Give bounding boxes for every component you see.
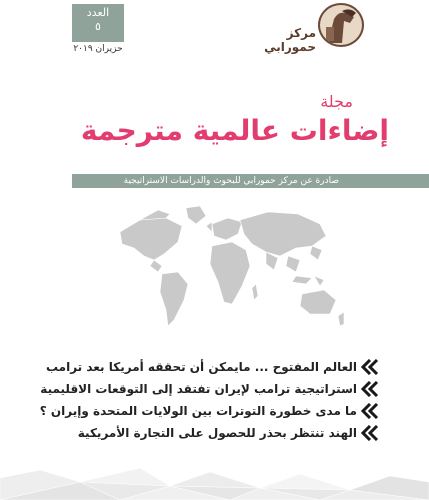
double-chevron-icon [361,425,379,441]
issue-label: العدد [86,6,110,19]
headline-text: العالم المفتوح ... مايمكن أن تحققه أمريكا بعد ترامب [45,360,357,374]
headline-text: الهند تنتظر بحذر للحصول على التجارة الأمريكية [77,426,357,440]
headline-item[interactable] [39,400,379,422]
headline-item[interactable] [79,422,379,444]
issue-box [72,4,124,42]
headline-text: استراتيجية ترامب لإيران تفتقد إلى التوقعات الاقليمية [40,382,357,396]
decorative-footer-shape [0,452,429,500]
headline-item[interactable] [40,378,379,400]
magazine-label: مجلة [320,92,353,111]
world-map-image [100,202,348,342]
headline-text: ما مدى خطورة التوترات بين الولايات المتحدة وإيران ؟ [39,404,357,418]
magazine-title: إضاءات عالمية مترجمة [80,114,389,147]
logo-figure-icon [320,5,362,45]
subtitle-bar: صادرة عن مركز حمورابي للبحوث والدراسات الاستراتيجية [72,174,429,188]
headline-item[interactable] [45,356,379,378]
issue-date: حزيران ٢٠١٩ [73,44,123,54]
headline-list [39,356,379,444]
double-chevron-icon [361,381,379,397]
logo-text: مركز حمورابي [264,26,316,54]
double-chevron-icon [361,403,379,419]
logo-emblem [318,3,364,47]
double-chevron-icon [361,359,379,375]
issue-number: ٥ [95,20,101,33]
